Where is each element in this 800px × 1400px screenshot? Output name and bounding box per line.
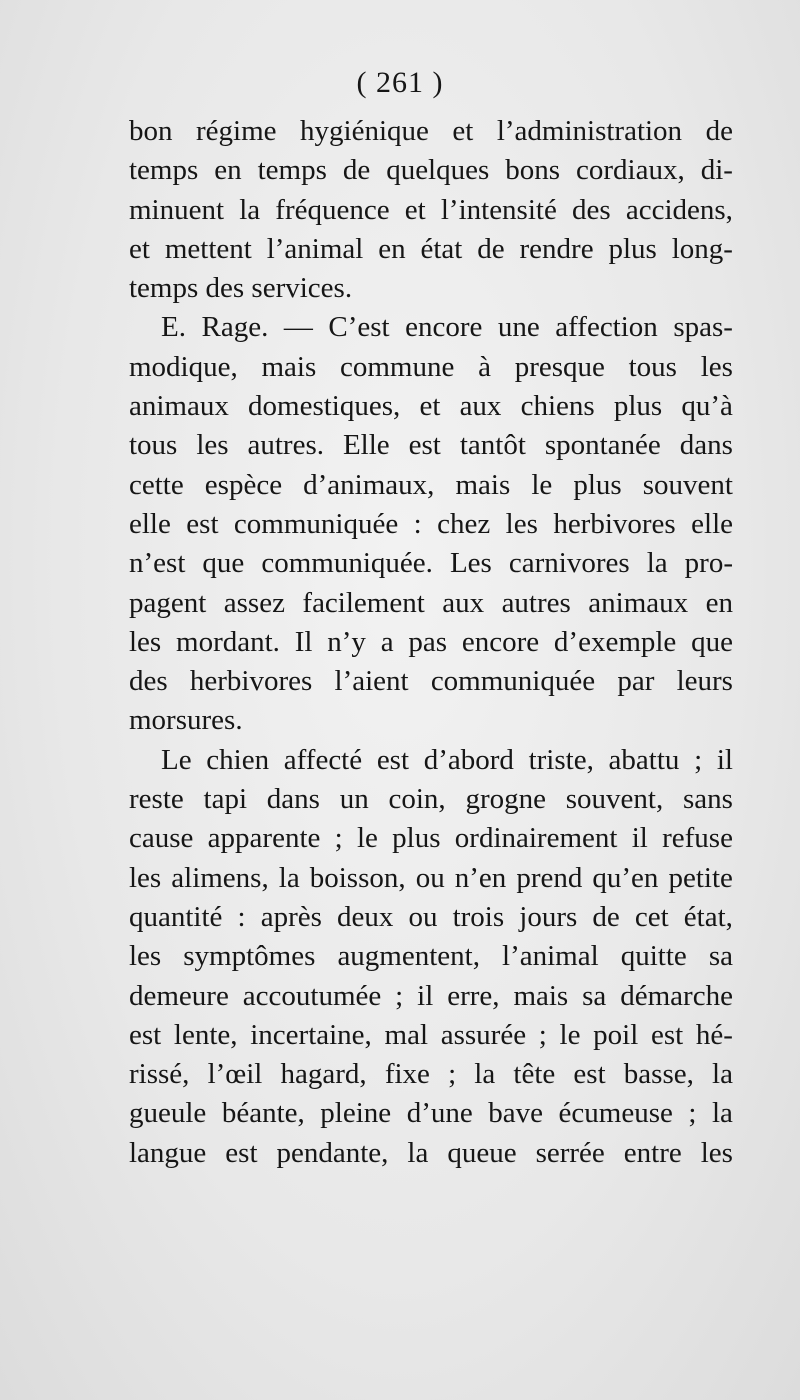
body-text xyxy=(129,112,733,1173)
word: presque xyxy=(514,350,605,383)
word: symptômes xyxy=(183,940,316,973)
word: ordinairement xyxy=(454,822,618,855)
word: dans xyxy=(266,783,320,816)
text-line-heading xyxy=(129,308,733,347)
word: fixe xyxy=(384,1058,430,1091)
word: coin, xyxy=(388,783,446,816)
word: les xyxy=(196,429,229,462)
word: demeure xyxy=(129,979,229,1012)
word: fréquence xyxy=(275,193,390,226)
word: triste, xyxy=(528,743,594,776)
word: tête xyxy=(513,1058,556,1091)
word: l’aient xyxy=(334,665,409,698)
word: bave xyxy=(488,1097,543,1130)
text-line xyxy=(129,1094,733,1133)
word: assez xyxy=(223,586,285,619)
text-line xyxy=(129,112,733,151)
word: aux xyxy=(459,390,502,423)
word: trois xyxy=(452,900,505,933)
word: plus xyxy=(613,390,663,423)
word: poil xyxy=(593,1018,639,1051)
word: spontanée xyxy=(544,429,661,462)
word: Rage. xyxy=(201,311,269,344)
word: de xyxy=(477,232,505,265)
word: l’intensité xyxy=(440,193,557,226)
word: leurs xyxy=(676,665,733,698)
word: et xyxy=(129,232,150,265)
word: pro- xyxy=(684,547,733,580)
word: et xyxy=(404,193,426,226)
word: d’une xyxy=(406,1097,473,1130)
word: la xyxy=(278,861,300,894)
word: et xyxy=(419,390,441,423)
word: basse, xyxy=(623,1058,694,1091)
word: est xyxy=(573,1058,606,1091)
word: long- xyxy=(671,232,733,265)
text-line xyxy=(129,1134,733,1173)
word: elle xyxy=(129,507,171,540)
word: quantité xyxy=(129,900,223,933)
word: gueule xyxy=(129,1097,207,1130)
word: mais xyxy=(261,350,317,383)
word: grogne xyxy=(465,783,546,816)
word: abattu xyxy=(608,743,680,776)
word: facilement xyxy=(302,586,425,619)
word: ; xyxy=(448,1058,457,1091)
word: accoutumée xyxy=(242,979,382,1012)
word: les xyxy=(129,861,162,894)
word: l’animal xyxy=(502,940,599,973)
word: de xyxy=(592,900,620,933)
word: rendre xyxy=(519,232,594,265)
word: démarche xyxy=(620,979,733,1012)
word: est xyxy=(408,429,441,462)
word: E. xyxy=(161,311,186,344)
word: hygiénique xyxy=(300,115,429,147)
word: d’animaux, xyxy=(303,468,435,501)
text-line xyxy=(129,584,733,623)
word: état xyxy=(420,232,463,265)
word: tantôt xyxy=(459,429,526,462)
word: la xyxy=(407,1136,429,1169)
word: en xyxy=(705,586,733,619)
word: le xyxy=(531,468,553,501)
word: queue xyxy=(447,1136,517,1169)
word: ; xyxy=(694,743,703,776)
word: aux xyxy=(442,586,485,619)
text-line xyxy=(129,819,733,858)
word: commune xyxy=(340,350,455,383)
word: cet xyxy=(634,900,669,933)
word: : xyxy=(413,507,422,540)
text-line xyxy=(129,898,733,937)
text-line xyxy=(129,544,733,583)
text-line xyxy=(129,977,733,1016)
word: communiquée. xyxy=(261,547,433,580)
word: accidens, xyxy=(625,193,733,226)
word: tous xyxy=(129,429,178,462)
word: dans xyxy=(679,429,733,462)
word: animaux xyxy=(129,390,229,423)
word: hagard, xyxy=(280,1058,367,1091)
word: : xyxy=(237,900,246,933)
word: affecté xyxy=(283,743,363,776)
word: C’est xyxy=(328,311,390,344)
text-line: temps des services. xyxy=(129,272,353,305)
text-line xyxy=(129,191,733,230)
word: incertaine, xyxy=(250,1018,372,1051)
word: régime xyxy=(196,115,277,147)
word: plus xyxy=(392,822,441,855)
word: reste xyxy=(129,783,184,816)
word: ou xyxy=(408,900,438,933)
word: à xyxy=(478,350,491,383)
text-line xyxy=(129,151,733,190)
word: jours xyxy=(519,900,578,933)
text-line xyxy=(129,780,733,819)
word: les xyxy=(129,940,162,973)
word: il xyxy=(631,822,648,855)
word: les xyxy=(700,350,733,383)
word: langue xyxy=(129,1136,207,1169)
word: alimens, xyxy=(171,861,269,894)
word: béante, xyxy=(221,1097,305,1130)
word: les xyxy=(505,507,538,540)
word: Il xyxy=(294,625,313,658)
text-line xyxy=(129,741,733,780)
word: prend xyxy=(516,861,583,894)
word: plus xyxy=(573,468,622,501)
word: tous xyxy=(628,350,677,383)
word: la xyxy=(712,1097,733,1130)
word: cette xyxy=(129,468,184,501)
word: boisson, xyxy=(309,861,406,894)
word: Les xyxy=(449,547,492,580)
word: mordant. xyxy=(176,625,280,658)
word: la xyxy=(646,547,668,580)
word: est xyxy=(225,1136,258,1169)
word: animaux xyxy=(588,586,689,619)
word: deux xyxy=(337,900,394,933)
word: mais xyxy=(455,468,511,501)
text-line xyxy=(129,387,733,426)
word: est xyxy=(376,743,410,776)
word: sa xyxy=(708,940,733,973)
word: d’exemple xyxy=(553,625,677,658)
word: écumeuse xyxy=(558,1097,673,1130)
text-line xyxy=(129,505,733,544)
word: petite xyxy=(668,861,733,894)
word: et xyxy=(452,115,474,147)
word: communiquée xyxy=(233,507,399,540)
word: la xyxy=(239,193,261,226)
word: ou xyxy=(415,861,445,894)
word: cordiaux, xyxy=(576,154,685,187)
word: par xyxy=(617,665,655,698)
word: état, xyxy=(683,900,733,933)
word: sa xyxy=(582,979,607,1012)
word: pleine xyxy=(320,1097,392,1130)
word: quelques xyxy=(386,154,490,187)
word: communiquée xyxy=(430,665,596,698)
word: la xyxy=(712,1058,733,1091)
word: il xyxy=(716,743,733,776)
text-line xyxy=(129,623,733,662)
text-line xyxy=(129,230,733,269)
word: mais xyxy=(513,979,569,1012)
text-line xyxy=(129,662,733,701)
word: pas xyxy=(408,625,448,658)
word: de xyxy=(342,154,371,187)
word: ; xyxy=(538,1018,547,1051)
word: — xyxy=(283,311,313,344)
word: le xyxy=(559,1018,581,1051)
word: hé- xyxy=(695,1018,733,1051)
word: qu’en xyxy=(592,861,659,894)
word: après xyxy=(260,900,322,933)
word: l’animal xyxy=(266,232,364,265)
word: que xyxy=(691,625,733,658)
text-line xyxy=(129,1055,733,1094)
word: en xyxy=(214,154,242,187)
word: n’en xyxy=(454,861,507,894)
word: chiens xyxy=(520,390,595,423)
word: pagent xyxy=(129,586,207,619)
word: ; xyxy=(395,979,404,1012)
word: lente, xyxy=(173,1018,238,1051)
word: est xyxy=(651,1018,684,1051)
text-line xyxy=(129,1016,733,1055)
text-line xyxy=(129,937,733,976)
word: que xyxy=(202,547,245,580)
text-line xyxy=(129,426,733,465)
word: est xyxy=(186,507,219,540)
word: herbivores xyxy=(189,665,313,698)
word: elle xyxy=(691,507,733,540)
text-line: morsures. xyxy=(129,704,243,737)
word: les xyxy=(700,1136,733,1169)
word: temps xyxy=(257,154,327,187)
word: quitte xyxy=(620,940,687,973)
word: pendante, xyxy=(276,1136,389,1169)
word: autres. xyxy=(247,429,324,462)
word: spas- xyxy=(673,311,733,344)
word: domestiques, xyxy=(248,390,401,423)
word: l’œil xyxy=(207,1058,263,1091)
word: di- xyxy=(700,154,733,187)
word: assurée xyxy=(440,1018,527,1051)
word: n’y xyxy=(327,625,366,658)
text-line xyxy=(129,859,733,898)
word: chez xyxy=(437,507,491,540)
word: souvent, xyxy=(565,783,664,816)
word: mal xyxy=(384,1018,429,1051)
word: une xyxy=(497,311,540,344)
word: entre xyxy=(623,1136,682,1169)
word: un xyxy=(339,783,369,816)
word: refuse xyxy=(662,822,733,855)
word: rissé, xyxy=(129,1058,190,1091)
word: d’abord xyxy=(423,743,514,776)
word: espèce xyxy=(204,468,283,501)
word: encore xyxy=(405,311,483,344)
word: qu’à xyxy=(681,390,733,423)
word: le xyxy=(356,822,378,855)
word: plus xyxy=(608,232,657,265)
word: autres xyxy=(501,586,571,619)
word: sans xyxy=(682,783,733,816)
word: augmentent, xyxy=(337,940,480,973)
word: n’est xyxy=(129,547,186,580)
word: temps xyxy=(129,154,199,187)
word: en xyxy=(378,232,406,265)
word: a xyxy=(380,625,394,658)
word: ; xyxy=(688,1097,697,1130)
page-number: ( 261 ) xyxy=(356,66,444,99)
word: Le xyxy=(161,743,192,776)
word: des xyxy=(129,665,168,698)
word: affection xyxy=(555,311,658,344)
word: il xyxy=(417,979,434,1012)
word: tapi xyxy=(203,783,248,816)
text-line xyxy=(129,348,733,387)
word: souvent xyxy=(642,468,733,501)
word: apparente xyxy=(207,822,321,855)
word: des xyxy=(572,193,611,226)
word: bon xyxy=(129,115,173,147)
word: carnivores xyxy=(508,547,630,580)
word: la xyxy=(474,1058,496,1091)
word: de xyxy=(705,115,733,147)
word: bons xyxy=(505,154,561,187)
word: serrée xyxy=(535,1136,605,1169)
word: Elle xyxy=(342,429,390,462)
word: cause xyxy=(129,822,194,855)
word: erre, xyxy=(447,979,500,1012)
word: l’administration xyxy=(496,115,683,147)
word: mettent xyxy=(164,232,252,265)
word: minuent xyxy=(129,193,225,226)
word: encore xyxy=(461,625,540,658)
text-line xyxy=(129,466,733,505)
word: est xyxy=(129,1018,162,1051)
word: chien xyxy=(206,743,270,776)
word: modique, xyxy=(129,350,238,383)
word: les xyxy=(129,625,162,658)
word: herbivores xyxy=(553,507,676,540)
word: ; xyxy=(334,822,343,855)
